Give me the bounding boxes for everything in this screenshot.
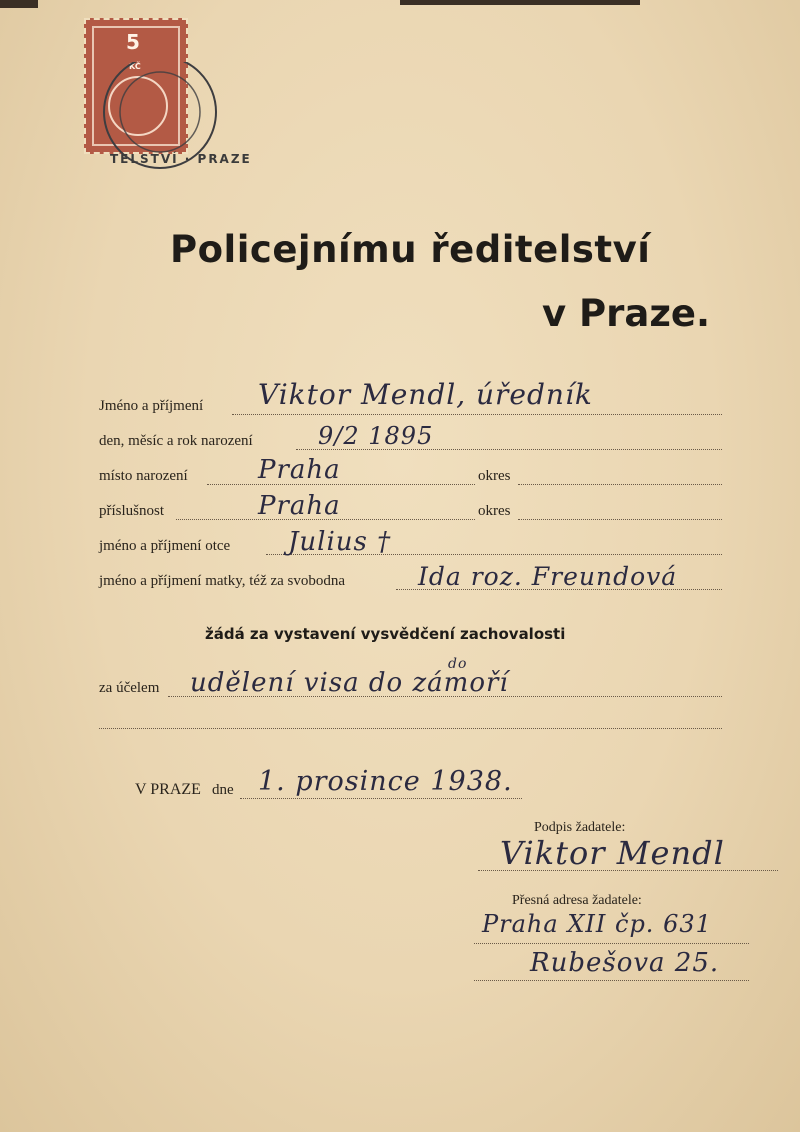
torn-edge-left: [0, 0, 38, 8]
purpose-correction: do: [448, 656, 468, 672]
birth-date-value: 9/2 1895: [318, 422, 434, 450]
address-line-1-value: Praha XII čp. 631: [482, 910, 712, 938]
domicile-district-line: [518, 519, 722, 520]
date-value: 1. prosince 1938.: [258, 766, 513, 797]
stamp-currency: KČ: [129, 62, 141, 71]
father-value: Julius †: [288, 527, 392, 557]
address-line-1: [474, 943, 749, 944]
stamp-value: 5: [126, 30, 140, 54]
date-place-label: V PRAZE: [135, 781, 201, 798]
birthplace-line: [207, 484, 475, 485]
birthplace-value: Praha: [258, 455, 341, 485]
address-label: Přesná adresa žadatele:: [512, 893, 642, 908]
domicile-label: příslušnost: [99, 503, 165, 519]
addressee-city: v Praze.: [542, 292, 711, 335]
addressee-title: Policejnímu ředitelství: [170, 228, 651, 271]
postmark-text: TELSTVÍ · PRAZE: [110, 152, 252, 166]
purpose-label: za účelem: [99, 680, 160, 696]
father-label: jméno a příjmení otce: [99, 538, 231, 554]
address-line-2: [474, 980, 749, 981]
name-line: [232, 414, 722, 415]
domicile-value: Praha: [258, 491, 341, 521]
birthplace-label: místo narození: [99, 468, 188, 484]
purpose-line-2: [99, 728, 722, 729]
signature-label: Podpis žadatele:: [534, 820, 626, 835]
name-value: Viktor Mendl, úředník: [258, 378, 593, 411]
mother-label: jméno a příjmení matky, též za svobodna: [99, 573, 346, 589]
mother-value: Ida roz. Freundová: [418, 562, 678, 591]
date-day-label: dne: [212, 782, 234, 798]
name-label: Jméno a příjmení: [99, 398, 204, 414]
address-line-2-value: Rubešova 25.: [530, 948, 720, 978]
birthplace-district-label: okres: [478, 468, 511, 484]
date-line: [240, 798, 522, 799]
purpose-value: udělení visa do zámoří: [190, 668, 509, 698]
birthplace-district-line: [518, 484, 722, 485]
signature-value: Viktor Mendl: [500, 834, 725, 872]
request-heading: žádá za vystavení vysvědčení zachovalosti: [205, 625, 566, 643]
birth-date-label: den, měsíc a rok narození: [99, 433, 253, 449]
torn-edge-right: [400, 0, 640, 5]
domicile-district-label: okres: [478, 503, 511, 519]
